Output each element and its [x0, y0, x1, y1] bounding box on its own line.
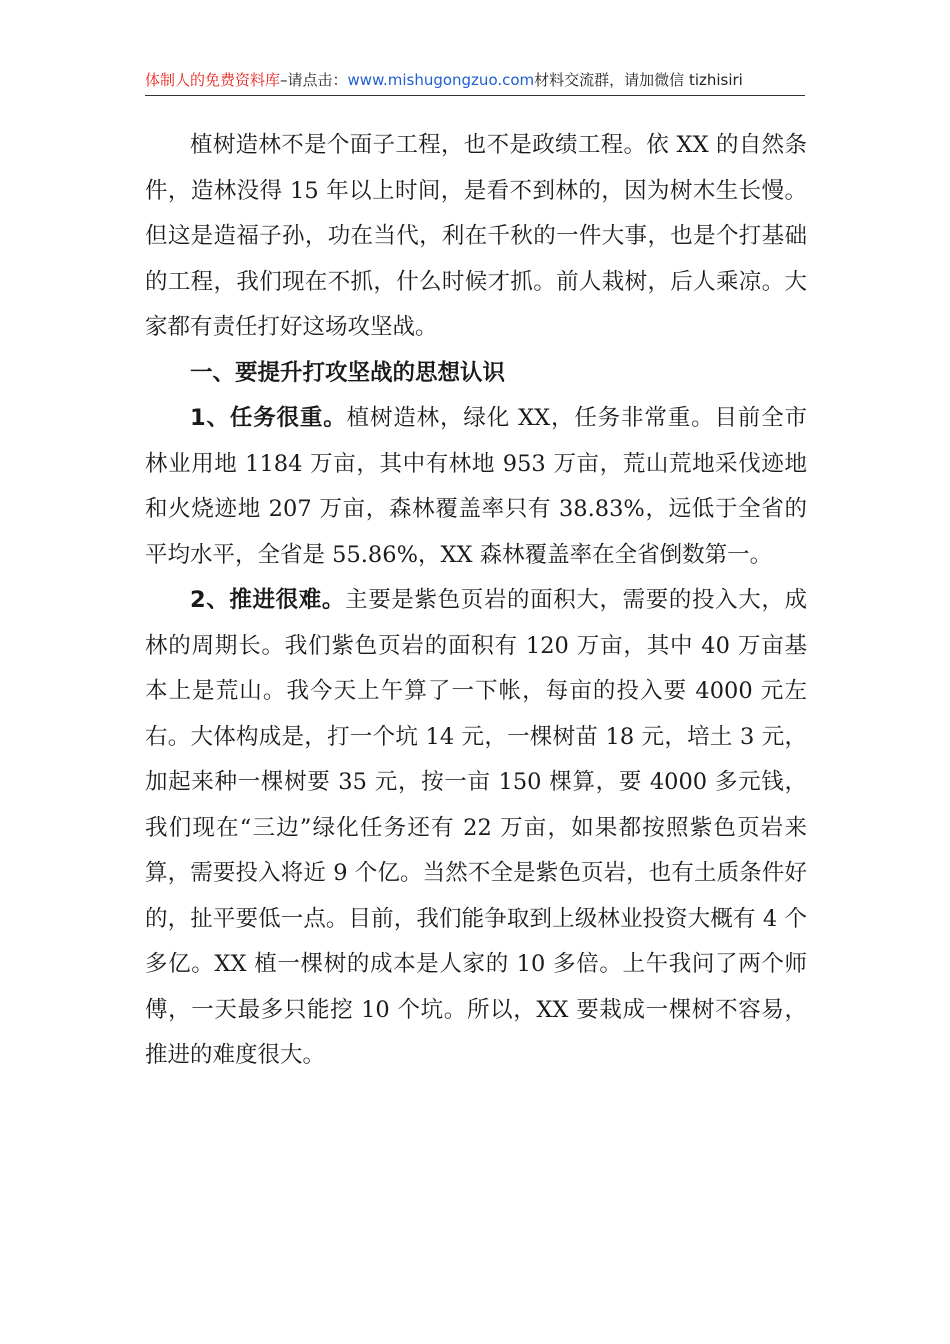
page-header [145, 66, 805, 94]
header-suffix: 材料交流群，请加微信 tizhisiri [534, 71, 743, 89]
point-1-lead: 1、任务很重。 [190, 405, 347, 431]
point-2-paragraph [145, 578, 807, 1079]
header-site-name: 体制人的免费资料库 [145, 71, 281, 89]
point-2-text: 主要是紫色页岩的面积大，需要的投入大，成林的周期长。我们紫色页岩的面积有 120 万亩，其中 40 万亩基本上是荒山。我今天上午算了一下帐，每亩的投入要 4000 元左右。大体构成是，打一个坑 14 元，一棵树苗 18 元，培土 3 元，加起来种一棵树要 35 元，按一亩 150 棵算，要 4000 多元钱，我们现在“三边”绿化任务还有 22 万亩，如果都按照紫色页岩来算，需要投入将近 9 个亿。当然不全是紫色页岩，也有土质条件好的，扯平要低一点。目前，我们能争取到上级林业投资大概有 4 个多亿。XX 植一棵树的成本是人家的 10 多倍。上午我问了两个师傅，一天最多只能挖 10 个坑。所以，XX 要栽成一棵树不容易，推进的难度很大。 [145, 587, 807, 1068]
header-prompt: –请点击： [280, 71, 348, 89]
point-1-text: 植树造林，绿化 XX，任务非常重。目前全市林业用地 1184 万亩，其中有林地 953 万亩，荒山荒地采伐迹地和火烧迹地 207 万亩，森林覆盖率只有 38.83%，远低于全省的平均水平，全省是 55.86%，XX 森林覆盖率在全省倒数第一。 [145, 405, 807, 568]
point-2-lead: 2、推进很难。 [190, 587, 346, 613]
section-heading: 一、要提升打攻坚战的思想认识 [190, 359, 506, 386]
header-url-link[interactable]: www.mishugongzuo.com [347, 71, 535, 89]
document-body [145, 123, 807, 1079]
header-divider [145, 95, 805, 96]
intro-paragraph: 植树造林不是个面子工程，也不是政绩工程。依 XX 的自然条件，造林没得 15 年以上时间，是看不到林的，因为树木生长慢。但这是造福子孙，功在当代，利在千秋的一件大事，也是个打基础的工程，我们现在不抓，什么时候才抓。前人栽树，后人乘凉。大家都有责任打好这场攻坚战。 [145, 132, 807, 340]
point-1-paragraph [145, 396, 807, 578]
